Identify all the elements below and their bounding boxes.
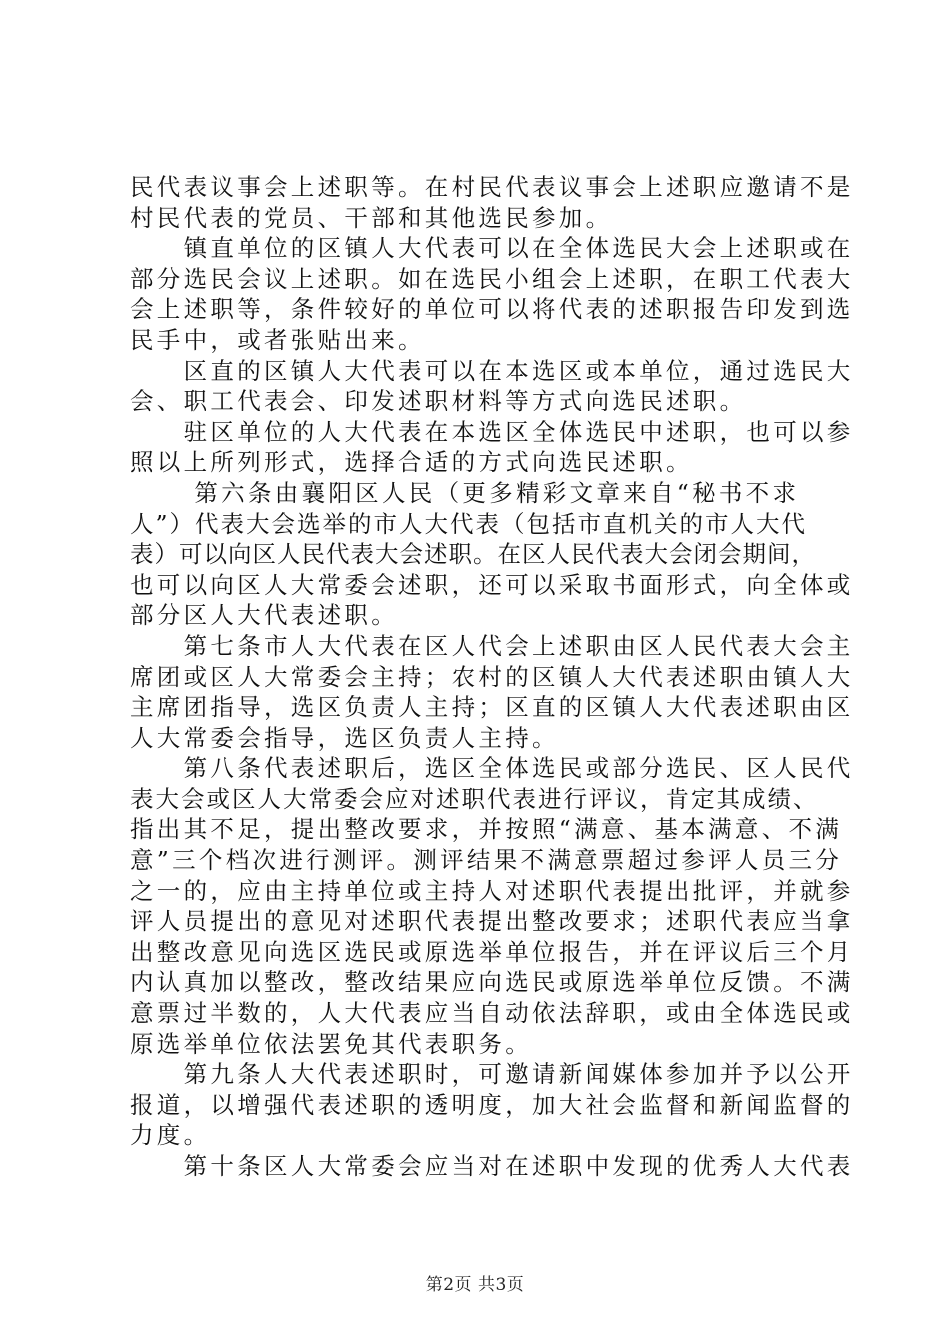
text-line: 会上述职等，条件较好的单位可以将代表的述职报告印发到选 [130,295,854,324]
text-line: 部分选民会议上述职。如在选民小组会上述职，在职工代表大 [130,264,854,293]
text-line: 评人员提出的意见对述职代表提出整改要求；述职代表应当拿 [130,907,854,936]
text-line: 部分区人大代表述职。 [130,601,398,630]
text-line: 指出其不足，提出整改要求，并按照“满意、基本满意、不满 [130,815,843,844]
text-line: 第六条由襄阳区人民（更多精彩文章来自“秘书不求 [130,478,800,507]
text-line: 镇直单位的区镇人大代表可以在全体选民大会上述职或在 [130,234,854,263]
text-line: 出整改意见向选区选民或原选举单位报告，并在评议后三个月 [130,937,854,966]
text-line: 原选举单位依法罢免其代表职务。 [130,1029,532,1058]
text-line: 意票过半数的，人大代表应当自动依法辞职，或由全体选民或 [130,999,854,1028]
text-line: 会、职工代表会、印发述职材料等方式向选民述职。 [130,387,747,416]
text-line: 内认真加以整改，整改结果应向选民或原选举单位反馈。不满 [130,968,854,997]
document-body [130,172,854,1182]
text-line: 驻区单位的人大代表在本选区全体选民中述职，也可以参 [130,417,854,446]
text-line: 席团或区人大常委会主持；农村的区镇人大代表述职由镇人大 [130,662,854,691]
text-line: 表大会或区人大常委会应对述职代表进行评议，肯定其成绩、 [130,784,819,813]
text-line: 民手中，或者张贴出来。 [130,325,425,354]
text-line: 村民代表的党员、干部和其他选民参加。 [130,203,613,232]
text-line: 第八条代表述职后，选区全体选民或部分选民、区人民代 [130,754,854,783]
text-line: 表）可以向区人民代表大会述职。在区人民代表大会闭会期间， [130,540,816,569]
text-line: 人”）代表大会选举的市人大代表（包括市直机关的市人大代 [130,509,808,538]
text-line: 力度。 [130,1121,211,1150]
text-line: 意”三个档次进行测评。测评结果不满意票超过参评人员三分 [130,846,843,875]
text-line: 之一的，应由主持单位或主持人对述职代表提出批评，并就参 [130,876,854,905]
text-line: 民代表议事会上述职等。在村民代表议事会上述职应邀请不是 [130,173,854,201]
text-line: 第七条市人大代表在区人代会上述职由区人民代表大会主 [130,631,854,660]
text-line: 区直的区镇人大代表可以在本选区或本单位，通过选民大 [130,356,854,385]
text-line: 第十条区人大常委会应当对在述职中发现的优秀人大代表 [130,1152,854,1180]
text-line: 第九条人大代表述职时，可邀请新闻媒体参加并予以公开 [130,1060,854,1089]
text-line: 也可以向区人大常委会述职，还可以采取书面形式，向全体或 [130,570,854,599]
page-number-footer: 第2页 共3页 [425,1275,525,1295]
text-line: 报道，以增强代表述职的透明度，加大社会监督和新闻监督的 [130,1090,854,1119]
text-line: 人大常委会指导，选区负责人主持。 [130,723,559,752]
text-line: 照以上所列形式，选择合适的方式向选民述职。 [130,448,693,477]
text-line: 主席团指导，选区负责人主持；区直的区镇人大代表述职由区 [130,693,854,722]
